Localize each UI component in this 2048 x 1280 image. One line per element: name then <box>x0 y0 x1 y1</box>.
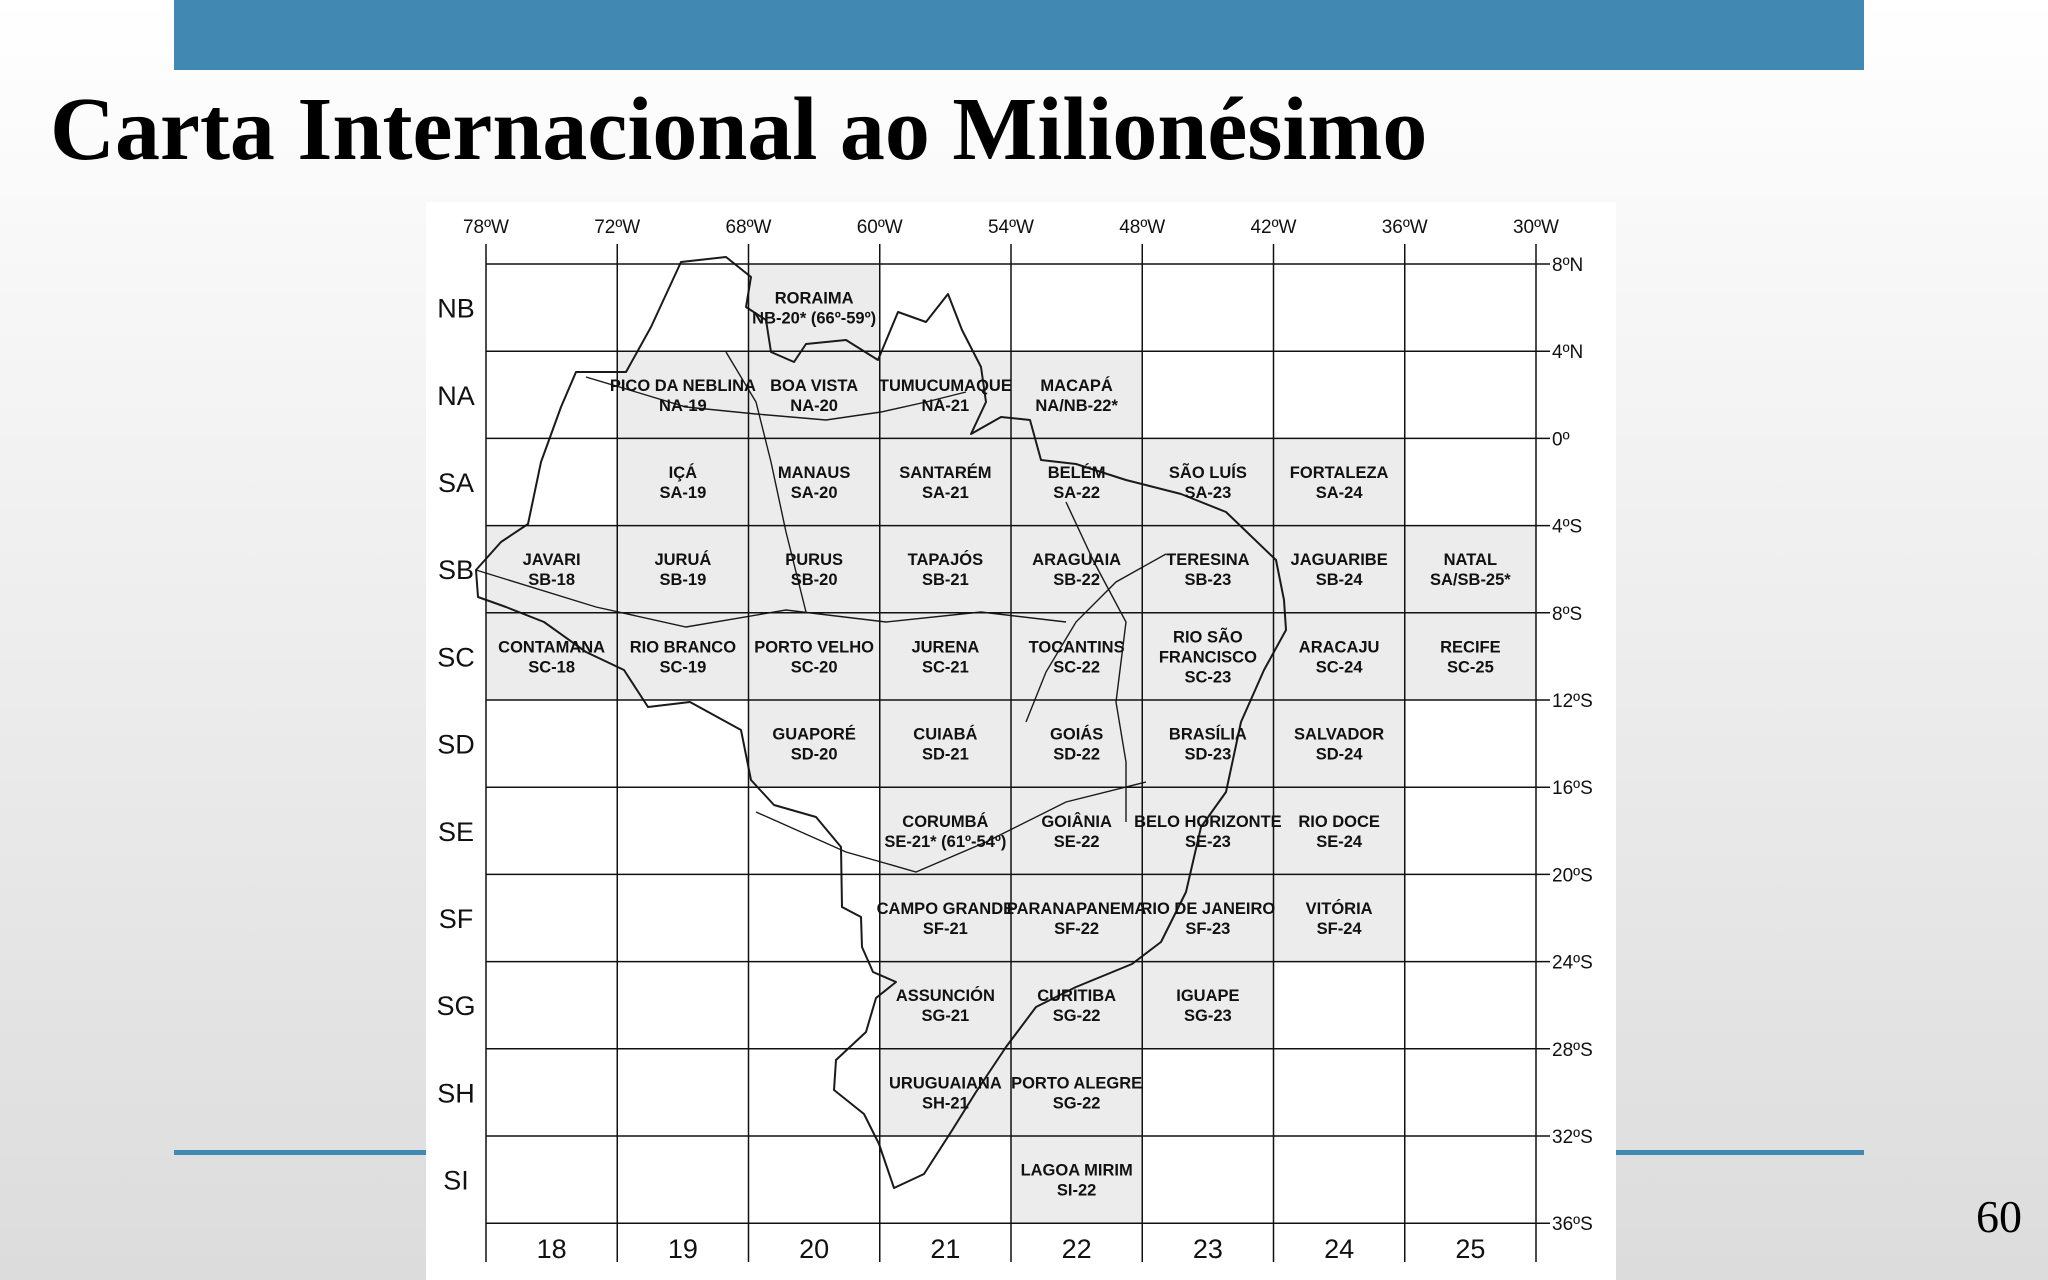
sheet-code: SB-18 <box>528 571 576 590</box>
latitude-label: 8ºS <box>1552 603 1583 625</box>
sheet-name: JAVARI <box>522 551 581 570</box>
sheet-cell <box>617 438 748 525</box>
sheet-code: SC-19 <box>659 658 707 677</box>
sheet-cell <box>1011 874 1142 961</box>
sheet-code: SB-21 <box>921 571 969 590</box>
latitude-label: 16ºS <box>1552 778 1593 800</box>
sheet-name: MACAPÁ <box>1040 376 1113 395</box>
column-label: 21 <box>930 1234 961 1264</box>
sheet-code: SG-21 <box>921 1007 970 1026</box>
sheet-name: FRANCISCO <box>1158 648 1257 667</box>
sheet-name: URUGUAIANA <box>889 1074 1002 1093</box>
sheet-code: NA-20 <box>790 396 838 415</box>
sheet-name: NATAL <box>1443 551 1498 570</box>
sheet-code: SC-20 <box>790 658 838 677</box>
sheet-name: RIO SÃO <box>1173 628 1243 647</box>
sheet-code: NA-19 <box>659 396 707 415</box>
sheet-code: SE-22 <box>1053 832 1100 851</box>
sheet-name: IÇÁ <box>668 464 698 482</box>
sheet-cell <box>1142 438 1273 525</box>
row-label: SC <box>437 642 475 673</box>
sheet-code: SA-24 <box>1315 484 1363 502</box>
sheet-cell <box>1274 438 1405 525</box>
row-label: NA <box>437 380 475 411</box>
sheet-name: BELO HORIZONTE <box>1134 812 1282 831</box>
sheet-cell <box>880 874 1011 961</box>
sheet-name: SÃO LUÍS <box>1168 464 1247 482</box>
row-label: SG <box>436 991 476 1022</box>
sheet-cell <box>1274 874 1405 961</box>
column-label: 24 <box>1324 1234 1355 1264</box>
sheet-name: MANAUS <box>777 464 851 482</box>
sheet-code: SA-21 <box>921 484 969 502</box>
latitude-label: 24ºS <box>1552 952 1593 974</box>
column-label: 25 <box>1455 1234 1486 1264</box>
sheet-name: PARANAPANEMA <box>1006 900 1147 918</box>
sheet-name: RECIFE <box>1440 638 1501 657</box>
sheet-code: SA-19 <box>659 484 707 502</box>
header-accent-bar <box>174 0 1864 70</box>
sheet-name: SANTARÉM <box>899 464 992 482</box>
latitude-label: 4ºN <box>1552 342 1584 364</box>
row-label: SI <box>443 1165 469 1196</box>
sheet-code: SC-24 <box>1315 658 1363 677</box>
sheet-name: TOCANTINS <box>1028 638 1125 657</box>
sheet-code: SH-21 <box>921 1094 969 1113</box>
sheet-code: SC-25 <box>1446 658 1494 677</box>
sheet-name: TERESINA <box>1166 551 1250 570</box>
longitude-label: 78ºW <box>462 217 510 238</box>
longitude-label: 72ºW <box>594 217 641 238</box>
sheet-code: SD-20 <box>790 745 838 764</box>
sheet-name: SALVADOR <box>1294 725 1385 744</box>
row-label: SA <box>437 468 475 498</box>
brazil-sheet-index-map <box>426 202 1616 1280</box>
slide-title: Carta Internacional ao Milionésimo <box>50 80 1428 179</box>
column-label: 18 <box>536 1234 567 1264</box>
index-map-panel <box>426 202 1616 1280</box>
sheet-code: SD-22 <box>1053 745 1101 764</box>
longitude-label: 60ºW <box>856 217 903 238</box>
row-label: SD <box>437 729 475 760</box>
sheet-name: TAPAJÓS <box>907 551 984 570</box>
sheet-code: SA-23 <box>1184 484 1232 502</box>
sheet-code: SG-23 <box>1184 1007 1232 1026</box>
latitude-label: 12ºS <box>1552 691 1593 712</box>
row-label: NB <box>437 293 475 324</box>
sheet-name: TUMUCUMAQUE <box>878 376 1012 395</box>
sheet-code: SA/SB-25* <box>1430 571 1511 590</box>
sheet-code: NA/NB-22* <box>1035 396 1118 415</box>
sheet-code: SD-23 <box>1184 745 1232 764</box>
column-label: 22 <box>1061 1234 1092 1264</box>
sheet-code: NB-20* (66º-59º) <box>752 309 877 328</box>
longitude-label: 36ºW <box>1381 217 1428 238</box>
sheet-cell <box>1011 438 1142 525</box>
sheet-name: RIO BRANCO <box>629 638 737 657</box>
latitude-label: 32ºS <box>1552 1127 1593 1148</box>
longitude-label: 48ºW <box>1119 217 1166 238</box>
sheet-name: CURITIBA <box>1037 987 1117 1006</box>
sheet-code: SI-22 <box>1056 1181 1097 1200</box>
sheet-name: BOA VISTA <box>770 376 859 395</box>
sheet-code: SF-24 <box>1316 920 1362 938</box>
column-label: 20 <box>799 1234 830 1264</box>
sheet-code: SC-22 <box>1053 658 1101 677</box>
sheet-name: BRASÍLIA <box>1168 725 1247 744</box>
sheet-code: SA-20 <box>790 484 838 502</box>
sheet-code: SB-19 <box>659 571 707 590</box>
sheet-name: ARACAJU <box>1298 638 1380 657</box>
longitude-label: 54ºW <box>987 217 1035 238</box>
page-number: 60 <box>1976 1191 2022 1242</box>
latitude-label: 36ºS <box>1552 1214 1593 1236</box>
sheet-name: CUIABÁ <box>913 725 978 744</box>
sheet-name: BELÉM <box>1047 464 1106 482</box>
sheet-name: RORAIMA <box>774 289 854 308</box>
latitude-label: 28ºS <box>1552 1039 1593 1061</box>
sheet-code: NA-21 <box>921 396 970 415</box>
sheet-name: JURUÁ <box>654 551 712 570</box>
longitude-label: 30ºW <box>1512 217 1560 238</box>
column-label: 23 <box>1192 1234 1223 1264</box>
sheet-code: SC-18 <box>528 658 576 677</box>
sheet-name: GUAPORÉ <box>772 725 856 744</box>
sheet-code: SB-22 <box>1053 571 1101 590</box>
sheet-name: JAGUARIBE <box>1290 551 1388 570</box>
sheet-code: SG-22 <box>1052 1007 1101 1026</box>
row-label: SF <box>438 904 474 934</box>
row-label: SB <box>437 555 475 586</box>
sheet-code: SC-23 <box>1184 668 1232 687</box>
sheet-name: ARAGUAIA <box>1032 551 1122 570</box>
sheet-name: CONTAMANA <box>498 638 606 657</box>
sheet-code: SB-23 <box>1184 571 1232 590</box>
sheet-code: SF-22 <box>1054 920 1100 938</box>
sheet-code: SB-24 <box>1315 571 1363 590</box>
sheet-name: PURUS <box>785 551 844 570</box>
sheet-name: GOIÂNIA <box>1041 812 1112 831</box>
sheet-name: PICO DA NEBLINA <box>609 376 756 395</box>
sheet-name: LAGOA MIRIM <box>1020 1161 1133 1180</box>
sheet-name: ASSUNCIÓN <box>895 987 995 1006</box>
sheet-code: SC-21 <box>921 658 969 677</box>
sheet-cell <box>1140 874 1276 961</box>
sheet-code: SG-22 <box>1052 1094 1101 1113</box>
sheet-code: SB-20 <box>790 571 838 590</box>
latitude-label: 8ºN <box>1552 255 1584 276</box>
sheet-name: IGUAPE <box>1176 987 1240 1006</box>
column-label: 19 <box>667 1234 698 1264</box>
sheet-name: GOIÁS <box>1050 725 1104 744</box>
sheet-code: SA-22 <box>1053 484 1101 502</box>
sheet-name: PORTO VELHO <box>754 638 875 657</box>
sheet-name: CAMPO GRANDE <box>876 900 1015 918</box>
sheet-code: SE-23 <box>1184 832 1231 851</box>
sheet-cell <box>880 438 1011 525</box>
sheet-code: SD-24 <box>1315 745 1363 764</box>
longitude-label: 42ºW <box>1250 217 1297 238</box>
sheet-code: SE-24 <box>1316 832 1363 851</box>
sheet-name: JURENA <box>911 638 980 657</box>
row-label: SH <box>437 1078 475 1109</box>
latitude-label: 20ºS <box>1552 865 1593 887</box>
sheet-name: PORTO ALEGRE <box>1011 1074 1143 1093</box>
sheet-code: SF-21 <box>922 920 968 938</box>
latitude-label: 0º <box>1552 429 1570 451</box>
sheet-name: VITÓRIA <box>1305 900 1373 918</box>
sheet-name: FORTALEZA <box>1289 464 1389 482</box>
sheet-code: SE-21* (61º-54º) <box>884 832 1007 851</box>
latitude-label: 4ºS <box>1552 516 1583 538</box>
sheet-code: SF-23 <box>1185 920 1231 938</box>
row-label: SE <box>437 816 475 847</box>
sheet-name: CORUMBÁ <box>902 812 989 831</box>
sheet-name: RIO DOCE <box>1298 812 1380 831</box>
longitude-label: 68ºW <box>725 217 772 238</box>
sheet-code: SD-21 <box>921 745 969 764</box>
sheet-name: RIO DE JANEIRO <box>1140 900 1276 918</box>
